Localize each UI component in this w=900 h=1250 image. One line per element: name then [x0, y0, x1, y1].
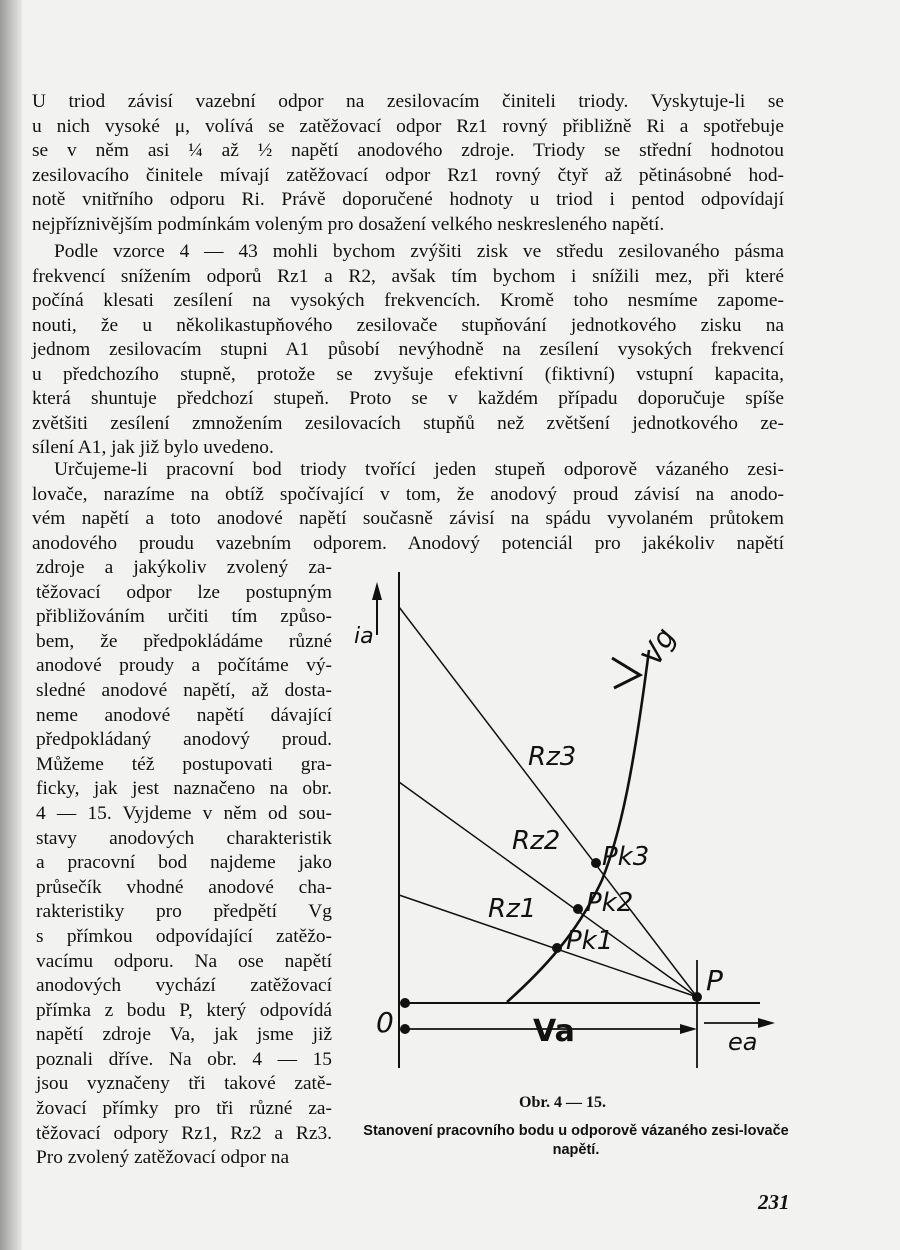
label-vg: Vg	[634, 622, 682, 671]
text-line: zesilovacího činitele mívají zatěžovací odpor Rz1 rovný čtyř až pětinásobné hod-	[32, 164, 784, 186]
ia-arrow-head	[372, 582, 382, 600]
label-pk2: Pk2	[586, 888, 634, 918]
point-p	[692, 992, 702, 1002]
point-pk3	[591, 858, 601, 868]
text-line: předpokládaný anodový proud.	[36, 729, 332, 751]
point-origin	[400, 998, 410, 1008]
label-pk1: Pk1	[566, 926, 614, 956]
text-line: stavy anodových charakteristik	[36, 827, 332, 849]
figure-load-line-diagram	[340, 560, 800, 1090]
text-line: vacímu odporu. Na ose napětí	[36, 950, 332, 972]
point-va-start	[400, 1024, 410, 1034]
label-rz3: Rz3	[528, 742, 577, 772]
text-line: Pro zvolený zatěžovací odpor na	[36, 1147, 290, 1169]
label-pk3: Pk3	[602, 842, 650, 872]
text-line: průsečík vhodné anodové cha-	[36, 876, 332, 898]
text-line: frekvencí snížením odporů Rz1 a R2, avšak tím bychom i snížili mez, při které	[32, 265, 784, 287]
text-line: těžovací odpory Rz1, Rz2 a Rz3.	[36, 1122, 332, 1144]
text-line: napětí zdroje Va, jak jsme již	[36, 1024, 332, 1046]
text-line: anodového proudu vazebním odporem. Anodový potenciál pro jakékoliv napětí	[32, 532, 784, 554]
label-rz1: Rz1	[488, 894, 537, 924]
text-line: se v něm asi ¼ až ½ napětí anodového zdroje. Triody se střední hodnotou	[32, 140, 784, 161]
text-line: neme anodové napětí dávající	[36, 704, 332, 726]
text-line: která shuntuje předchozí stupeň. Proto se v každém případu doporučuje spíše	[32, 388, 784, 409]
text-line: 4 — 15. Vyjdeme v něm od sou-	[36, 802, 332, 824]
text-line: poznali dříve. Na obr. 4 — 15	[36, 1048, 332, 1070]
text-line: lovače, narazíme na obtíž spočívající v tom, že anodový proud závisí na anodo-	[32, 483, 784, 505]
text-line: nouti, že u několikastupňového zesilovače stupňování jednotkového zisku na	[32, 314, 784, 336]
label-rz2: Rz2	[512, 826, 561, 856]
figure-caption-number: Obr. 4 — 15.	[519, 1094, 606, 1111]
diagram-canvas	[340, 560, 800, 1090]
load-line-rz1	[399, 895, 697, 997]
text-line: žovací přímky pro tři různé za-	[36, 1098, 332, 1120]
text-line: počíná klesati zesílení na vysokých frekvencích. Kromě toho nesmíme zapome-	[32, 290, 784, 311]
text-line: s přímkou odpovídající zatěžo-	[36, 925, 332, 947]
paragraph-3	[32, 458, 784, 556]
text-line: zdroje a jakýkoliv zvolený za-	[36, 557, 332, 578]
paragraph-1	[32, 90, 784, 237]
load-line-rz3	[399, 607, 697, 997]
vg-arrow-mark	[612, 658, 640, 688]
va-arrow-head	[680, 1024, 697, 1034]
text-line: vém napětí a toto anodové napětí současně závisí na spádu vyvolaném průtokem	[32, 508, 784, 529]
text-line: Podle vzorce 4 — 43 mohli bychom zvýšiti zisk ve středu zesilovaného pásma	[54, 241, 784, 262]
text-line: zvětšiti zesílení zmnožením zesilovacích stupňů než zvětšení jednotkového ze-	[32, 412, 784, 434]
text-line: přibližováním určiti tím způso-	[36, 606, 332, 628]
label-ia: ia	[354, 624, 374, 649]
text-line: těžovací odpor lze postupným	[36, 581, 332, 603]
text-line: nejpříznivějším podmínkám voleným pro dosažení velkého neskresleného napětí.	[32, 213, 665, 235]
text-line: a pracovní bod najdeme jako	[36, 852, 332, 874]
text-line: notě vnitřního odporu Ri. Právě doporučené hodnoty u triod i pentod odpovídají	[32, 189, 784, 210]
page-number: 231	[758, 1190, 790, 1214]
text-line: přímka z bodu P, který odpovídá	[36, 999, 332, 1021]
text-line: sledné anodové napětí, až dosta-	[36, 679, 332, 701]
text-line: Můžeme též postupovati gra-	[36, 753, 332, 775]
load-line-rz2	[399, 782, 697, 997]
text-line: Určujeme-li pracovní bod triody tvořící jeden stupeň odporově vázaného zesi-	[54, 459, 784, 480]
page-binding-shadow	[0, 0, 22, 1250]
side-column-paragraph	[36, 556, 332, 1171]
label-ea: ea	[728, 1028, 758, 1056]
text-line: jednom zesilovacím stupni A1 působí nevýhodně na zesílení vysokých frekvencí	[32, 339, 784, 360]
ea-arrow-head	[758, 1018, 775, 1028]
text-line: ficky, jak jest naznačeno na obr.	[36, 778, 332, 800]
text-line: u nich vysoké μ, volívá se zatěžovací odpor Rz1 rovný přibližně Ri a spotřebuje	[32, 115, 784, 137]
text-line: sílení A1, jak již bylo uvedeno.	[32, 437, 274, 458]
point-pk1	[552, 943, 562, 953]
text-line: bem, že předpokládáme různé	[36, 630, 332, 652]
point-pk2	[573, 904, 583, 914]
text-line: jsou vyznačeny tři takové zatě-	[36, 1073, 332, 1095]
label-origin: 0	[376, 1006, 394, 1039]
label-va: Va	[533, 1014, 575, 1049]
text-line: rakteristiky pro předpětí Vg	[36, 901, 332, 923]
paragraph-2	[32, 240, 784, 461]
label-p: P	[706, 964, 723, 997]
text-line: anodové proudy a počítáme vý-	[36, 655, 332, 677]
text-line: anodových vychází zatěžovací	[36, 975, 332, 997]
figure-caption-text: Stanovení pracovního bodu u odporově vázaného zesi-lovače napětí.	[363, 1123, 789, 1158]
text-line: U triod závisí vazební odpor na zesilovacím činiteli triody. Vyskytuje-li se	[32, 91, 784, 112]
text-line: u předchozího stupně, protože se zvyšuje efektivní (fiktivní) vstupní kapacita,	[32, 363, 784, 385]
